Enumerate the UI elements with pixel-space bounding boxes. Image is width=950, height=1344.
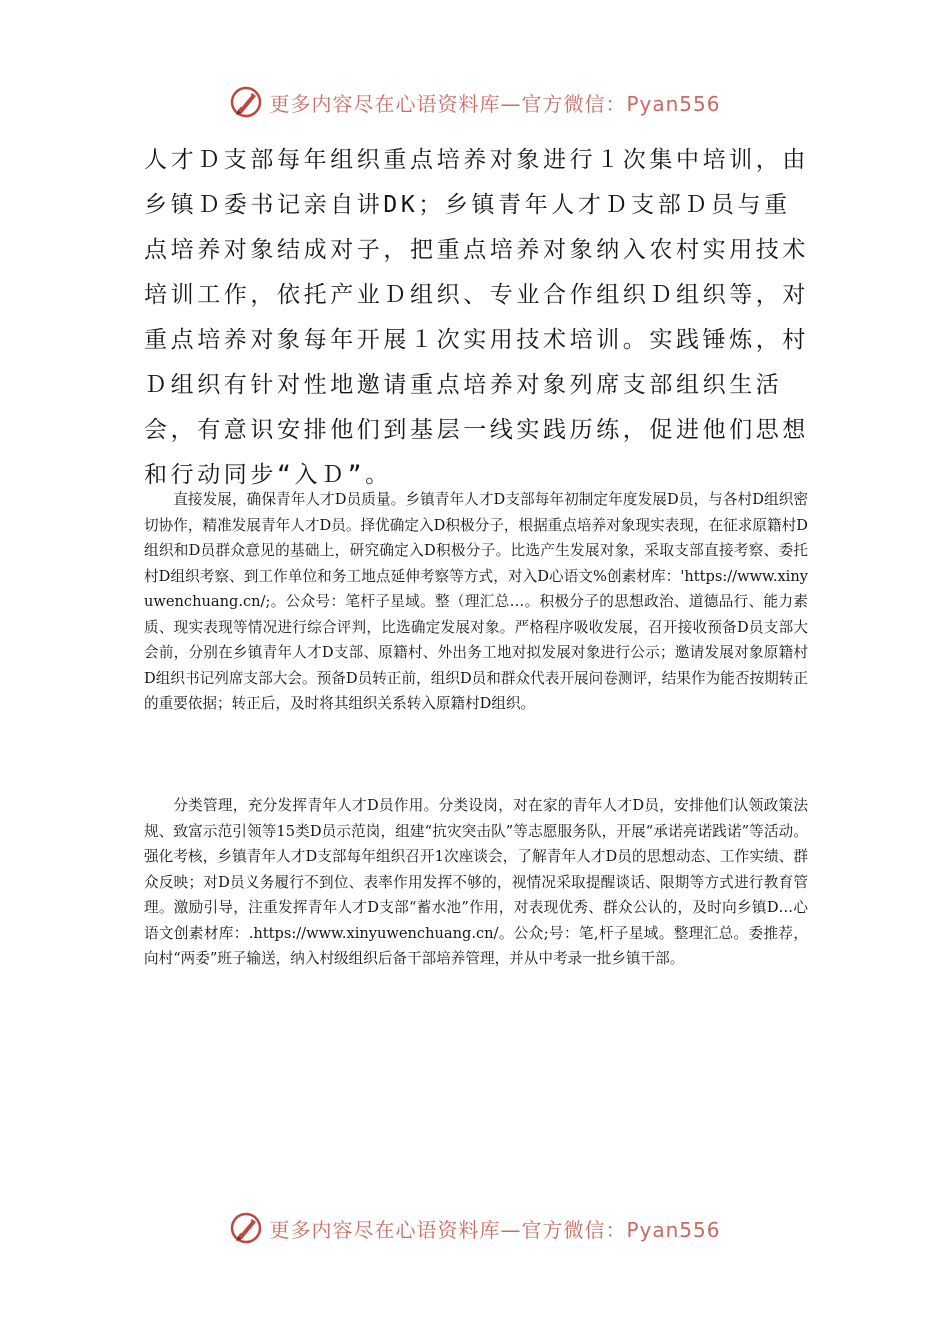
footer-banner: [0, 1208, 950, 1248]
lead-paragraph: 人才Ｄ支部每年组织重点培养对象进行１次集中培训，由乡镇Ｄ委书记亲自讲DK；乡镇青年人才Ｄ支部Ｄ员与重点培养对象结成对子，把重点培养对象纳入农村实用技术培训工作，依托产业Ｄ组织、专业合作组织Ｄ组织等，对重点培养对象每年开展１次实用技术培训。实践锤炼，村Ｄ组织有针对性地邀请重点培养对象列席支部组织生活会，有意识安排他们到基层一线实践历练，促进他们思想和行动同步“入Ｄ”。: [144, 147, 809, 488]
header-banner: [0, 82, 950, 122]
paragraph-classified-management: 分类管理，充分发挥青年人才D员作用。分类设岗，对在家的青年人才D员，安排他们认领政策法规、致富示范引领等15类D员示范岗，组建“抗灾突击队”等志愿服务队，开展“承诺亮诺践诺”等活动。强化考核，乡镇青年人才D支部每年组织召开1次座谈会，了解青年人才D员的思想动态、工作实绩、群众反映；对D员义务履行不到位、表率作用发挥不够的，视情况采取提醒谈话、限期等方式进行教育管理。激励引导，注重发挥青年人才D支部“蓄水池”作用，对表现优秀、群众公认的，及时向乡镇D…心语文创素材库：.https://www.xinyuwenchuang.cn/。公众;号：笔,杆子星域。整理汇总。委推荐，向村“两委”班子输送，纳入村级组织后备干部培养管理，并从中考录一批乡镇干部。: [144, 797, 808, 967]
banner-text: 更多内容尽在心语资料库—官方微信：Pyan556: [269, 1217, 721, 1242]
banner-text: 更多内容尽在心语资料库—官方微信：Pyan556: [269, 91, 721, 116]
pen-circle-logo-icon: [229, 1211, 263, 1245]
paragraph-direct-development: 直接发展，确保青年人才D员质量。乡镇青年人才D支部每年初制定年度发展D员，与各村D组织密切协作，精准发展青年人才D员。择优确定入D积极分子，根据重点培养对象现实表现，在征求原籍村D组织和D员群众意见的基础上，研究确定入D积极分子。比选产生发展对象，采取支部直接考察、委托村D组织考察、到工作单位和务工地点延伸考察等方式，对入D心语文%创素材库：'https://www.xinyuwenchuang.cn/;。公众号：笔杆子星域。整（理汇总…。积极分子的思想政治、道德品行、能力素质、现实表现等情况进行综合评判，比选确定发展对象。严格程序吸收发展，召开接收预备D员支部大会前，分别在乡镇青年人才D支部、原籍村、外出务工地对拟发展对象进行公示；邀请发展对象原籍村D组织书记列席支部大会。预备D员转正前，组织D员和群众代表开展问卷测评，结果作为能否按期转正的重要依据；转正后，及时将其组织关系转入原籍村D组织。: [144, 491, 808, 712]
pen-circle-logo-icon: [229, 85, 263, 119]
